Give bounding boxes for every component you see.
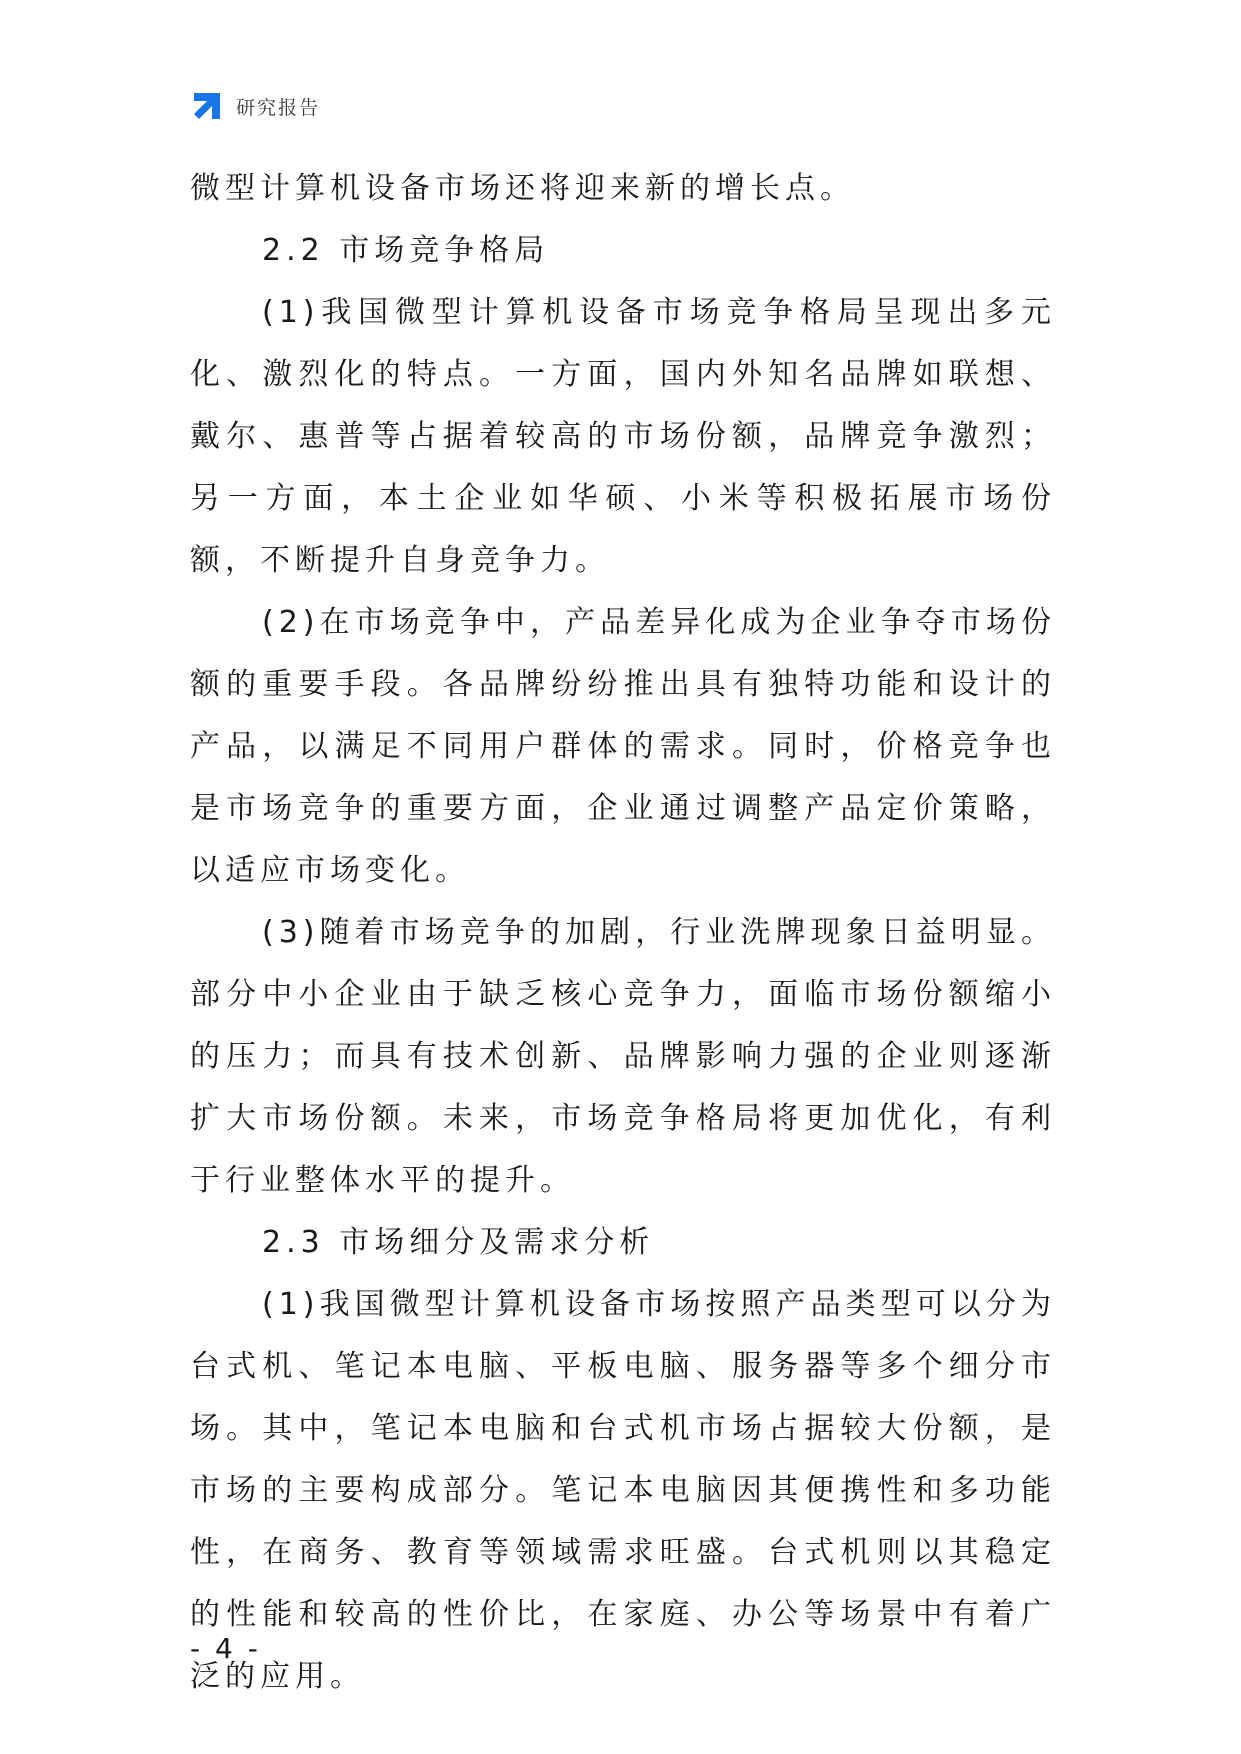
paragraph: (3)随着市场竞争的加剧，行业洗牌现象日益明显。部分中小企业由于缺乏核心竞争力，面临市场份额缩小的压力；而具有技术创新、品牌影响力强的企业则逐渐扩大市场份额。未来，市场竞争格局将更加优化，有利于行业整体水平的提升。 bbox=[190, 915, 1056, 1198]
arrow-logo-icon bbox=[190, 89, 224, 123]
header-title: 研究报告 bbox=[236, 96, 321, 119]
section-heading-2-3: 2.3 市场细分及需求分析 bbox=[262, 1225, 655, 1260]
continuation-paragraph: 微型计算机设备市场还将迎来新的增长点。 bbox=[190, 171, 855, 206]
paragraph: (1)我国微型计算机设备市场按照产品类型可以分为台式机、笔记本电脑、平板电脑、服务器等多个细分市场。其中，笔记本电脑和台式机市场占据较大份额，是市场的主要构成部分。笔记本电脑因其便携性和多功能性，在商务、教育等领域需求旺盛。台式机则以其稳定的性能和较高的性价比，在家庭、办公等场景中有着广泛的应用。 bbox=[190, 1287, 1056, 1694]
page-number: - 4 - bbox=[190, 1632, 261, 1665]
paragraph: (2)在市场竞争中，产品差异化成为企业争夺市场份额的重要手段。各品牌纷纷推出具有独特功能和设计的产品，以满足不同用户群体的需求。同时，价格竞争也是市场竞争的重要方面，企业通过调整产品定价策略，以适应市场变化。 bbox=[190, 605, 1056, 888]
report-header bbox=[190, 88, 320, 124]
document-body bbox=[190, 158, 1056, 1708]
section-heading-2-2: 2.2 市场竞争格局 bbox=[262, 233, 550, 268]
paragraph: (1)我国微型计算机设备市场竞争格局呈现出多元化、激烈化的特点。一方面，国内外知名品牌如联想、戴尔、惠普等占据着较高的市场份额，品牌竞争激烈；另一方面，本土企业如华硕、小米等积极拓展市场份额，不断提升自身竞争力。 bbox=[190, 295, 1056, 578]
